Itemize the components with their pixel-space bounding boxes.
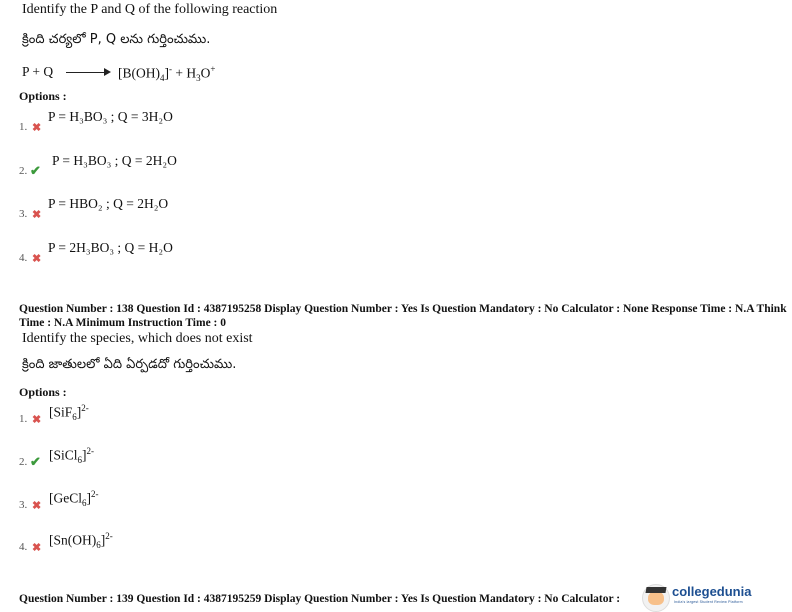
wrong-mark-icon: ✖ bbox=[32, 414, 42, 426]
option-number: 3. bbox=[19, 208, 28, 220]
rhs-part-b: + H bbox=[172, 65, 197, 81]
correct-check-icon: ✔ bbox=[30, 163, 41, 178]
rhs-sub2: 3 bbox=[196, 73, 201, 84]
option-number: 4. bbox=[19, 252, 28, 264]
option-text: P = HBO₂ ; Q = 2H₂O bbox=[48, 196, 169, 211]
rhs-part-a: [B(OH) bbox=[118, 65, 160, 81]
wrong-mark-icon: ✖ bbox=[32, 122, 42, 134]
wrong-mark-icon: ✖ bbox=[32, 253, 42, 265]
question-text: Identify the P and Q of the following reaction bbox=[22, 2, 278, 17]
reaction-arrow-head bbox=[104, 68, 111, 76]
question-text-telugu: క్రింది చర్యలో P, Q లను గుర్తించుము. bbox=[22, 32, 211, 47]
collegedunia-logo bbox=[642, 580, 792, 612]
option-number: 2. bbox=[19, 165, 28, 177]
option-formula: [GeCl$_6$]$^{2-}$ bbox=[49, 489, 99, 509]
question-text-telugu: క్రింది జాతులలో ఏది ఏర్పడదో గుర్తించుము. bbox=[22, 357, 237, 372]
option-number: 1. bbox=[19, 413, 28, 425]
option-number: 4. bbox=[19, 541, 28, 553]
rhs-sup2: + bbox=[210, 64, 216, 74]
option-formula: $[Sn(OH)_6]^{2-}$ bbox=[49, 531, 113, 551]
options-label: Options : bbox=[19, 89, 67, 103]
rhs-part-c: O bbox=[200, 65, 211, 81]
rhs-sup: - bbox=[169, 64, 172, 74]
options-label: Options : bbox=[19, 385, 67, 399]
logo-tagline: India's largest Student Review Platform bbox=[674, 600, 743, 604]
option-text: P = H₃BO₃ ; Q = 2H₂O bbox=[52, 153, 177, 168]
option-text: P = 2H₃BO₃ ; Q = H₂O bbox=[48, 240, 173, 255]
question-meta: Question Number : 139 Question Id : 4387195259 Display Question Number : Yes Is Question Mandatory : No Calculator : bbox=[19, 593, 621, 605]
option-text: P = H₃BO₃ ; Q = 3H₂O bbox=[48, 109, 173, 124]
rhs-sub: 4 bbox=[160, 73, 165, 84]
reaction-lhs: P + Q bbox=[22, 64, 54, 79]
correct-check-icon: ✔ bbox=[30, 454, 41, 469]
logo-name: collegedunia bbox=[672, 584, 752, 599]
wrong-mark-icon: ✖ bbox=[32, 542, 42, 554]
wrong-mark-icon: ✖ bbox=[32, 500, 42, 512]
question-meta: Question Number : 138 Question Id : 4387195258 Display Question Number : Yes Is Question Mandatory : No Calculator : None Response Time : N.A Think Time : N.A Minimum Instruction Time : 0 bbox=[19, 303, 787, 329]
reaction-arrow bbox=[66, 72, 106, 73]
option-formula: $[SiF_6]^{2-}$ bbox=[49, 403, 89, 423]
wrong-mark-icon: ✖ bbox=[32, 209, 42, 221]
option-number: 3. bbox=[19, 499, 28, 511]
mascot-icon bbox=[642, 584, 670, 612]
option-formula: [SiCl$_6$]$^{2-}$ bbox=[49, 446, 95, 466]
option-number: 1. bbox=[19, 121, 28, 133]
option-number: 2. bbox=[19, 456, 28, 468]
reaction-rhs: $[B(OH)_4]^- + H_3O^+$ bbox=[118, 64, 216, 84]
question-text: Identify the species, which does not exist bbox=[22, 331, 253, 346]
